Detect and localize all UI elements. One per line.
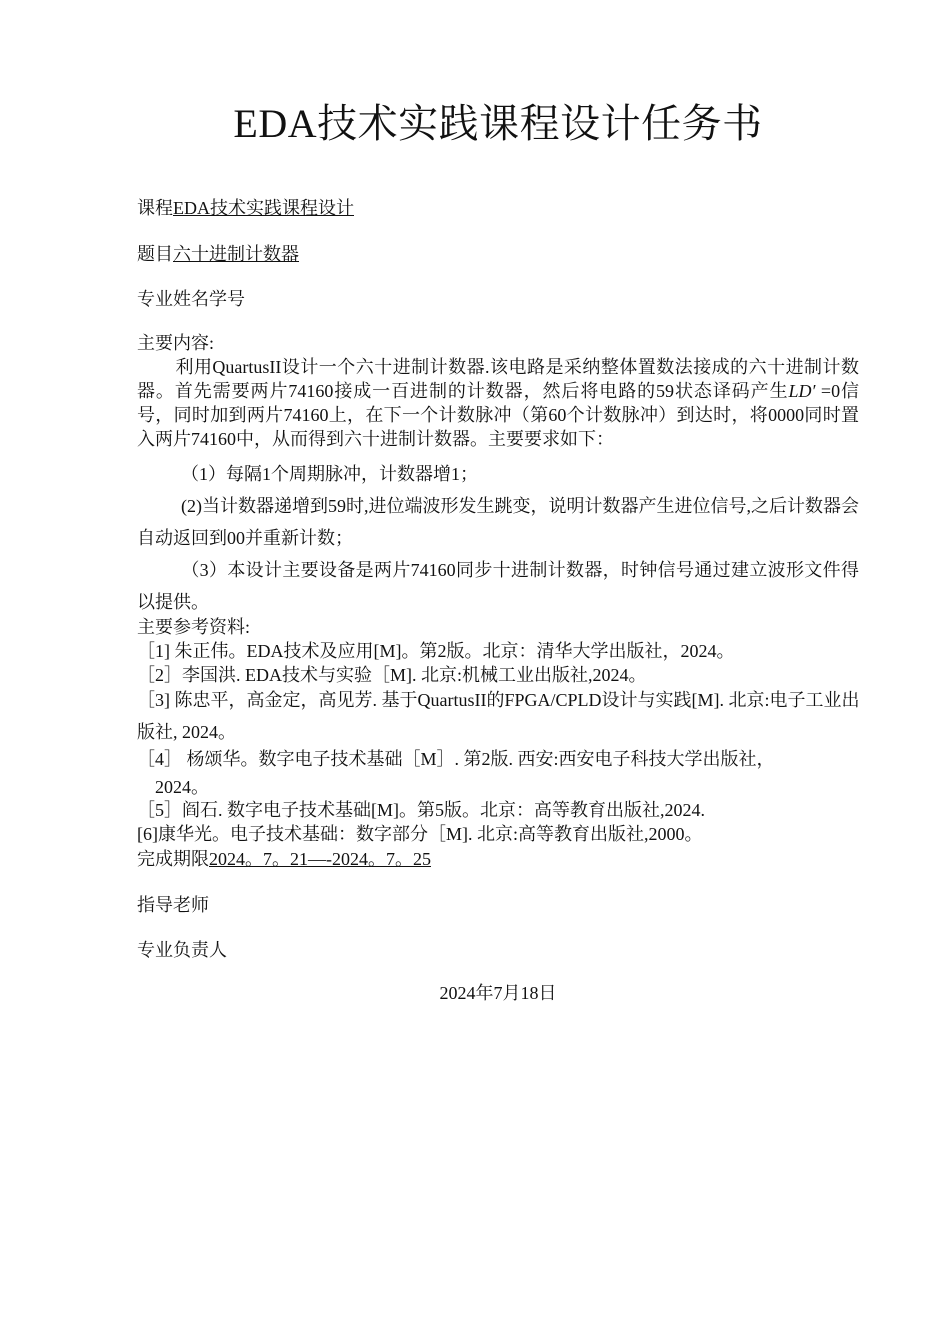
content-text-part1: 利用QuartusII设计一个六十进制计数器.该电路是采纳整体置数法接成的六十进制计数器。首先需要两片74160接成一百进制的计数器，然后将电路的59状态译码产生: [137, 357, 859, 401]
deadline-line: [137, 847, 431, 871]
topic-label: 题目: [137, 244, 173, 264]
course-value: EDA技术实践课程设计: [173, 198, 354, 218]
reference-2: ［2］李国洪. EDA技术与实验［M]. 北京:机械工业出版社,2024。: [137, 665, 647, 685]
requirement-3-text: （3）本设计主要设备是两片74160同步十进制计数器，时钟信号通过建立波形文件得以提供。: [137, 560, 859, 612]
requirement-2: [137, 490, 859, 554]
major-name-id-line: 专业姓名学号: [137, 289, 245, 309]
ld-symbol: LD′: [788, 381, 816, 401]
content-text-part2: =0信号，同时加到两片74160上，在下一个计数脉冲（第60个计数脉冲）到达时，将0000同时置入两片74160中，从而得到六十进制计数器。主要要求如下：: [137, 381, 860, 449]
deadline-label: 完成期限: [137, 849, 209, 869]
reference-4-line2: 2024。: [155, 777, 209, 797]
content-heading: 主要内容:: [137, 333, 215, 353]
topic-line: [137, 242, 299, 266]
reference-4: [137, 745, 869, 801]
deadline-value: 2024。7。21—-2024。7。25: [209, 849, 431, 869]
topic-value: 六十进制计数器: [173, 244, 299, 264]
document-title: EDA技术实践课程设计任务书: [233, 101, 763, 146]
program-head-line: 专业负责人: [137, 940, 227, 960]
advisor-line: 指导老师: [137, 895, 209, 915]
content-paragraph: [137, 355, 859, 451]
requirement-3: [137, 554, 859, 618]
requirement-1-text: （1）每隔1个周期脉冲，计数器增1；: [181, 464, 478, 484]
course-label: 课程: [137, 198, 173, 218]
reference-1: ［1] 朱正伟。EDA技术及应用[M]。第2版。北京：清华大学出版社，2024。: [137, 641, 735, 661]
reference-4-line1: ［4］ 杨颂华。数字电子技术基础［M］. 第2版. 西安:西安电子科技大学出版社，: [137, 749, 775, 769]
course-line: [137, 196, 354, 220]
reference-6: [6]康华光。电子技术基础：数字部分［M]. 北京:高等教育出版社,2000。: [137, 824, 703, 844]
reference-3: ［3] 陈忠平，高金定，高见芳. 基于QuartusII的FPGA/CPLD设计与实践[M]. 北京:电子工业出版社, 2024。: [137, 690, 860, 742]
requirement-1: [137, 458, 859, 490]
requirement-2-text: (2)当计数器递增到59时,进位端波形发生跳变，说明计数器产生进位信号,之后计数器会自动返回到00并重新计数；: [137, 496, 859, 548]
document-date: 2024年7月18日: [439, 983, 557, 1003]
reference-5: ［5］阎石. 数字电子技术基础[M]。第5版。北京：高等教育出版社,2024.: [137, 800, 705, 820]
references-heading: 主要参考资料:: [137, 617, 251, 637]
